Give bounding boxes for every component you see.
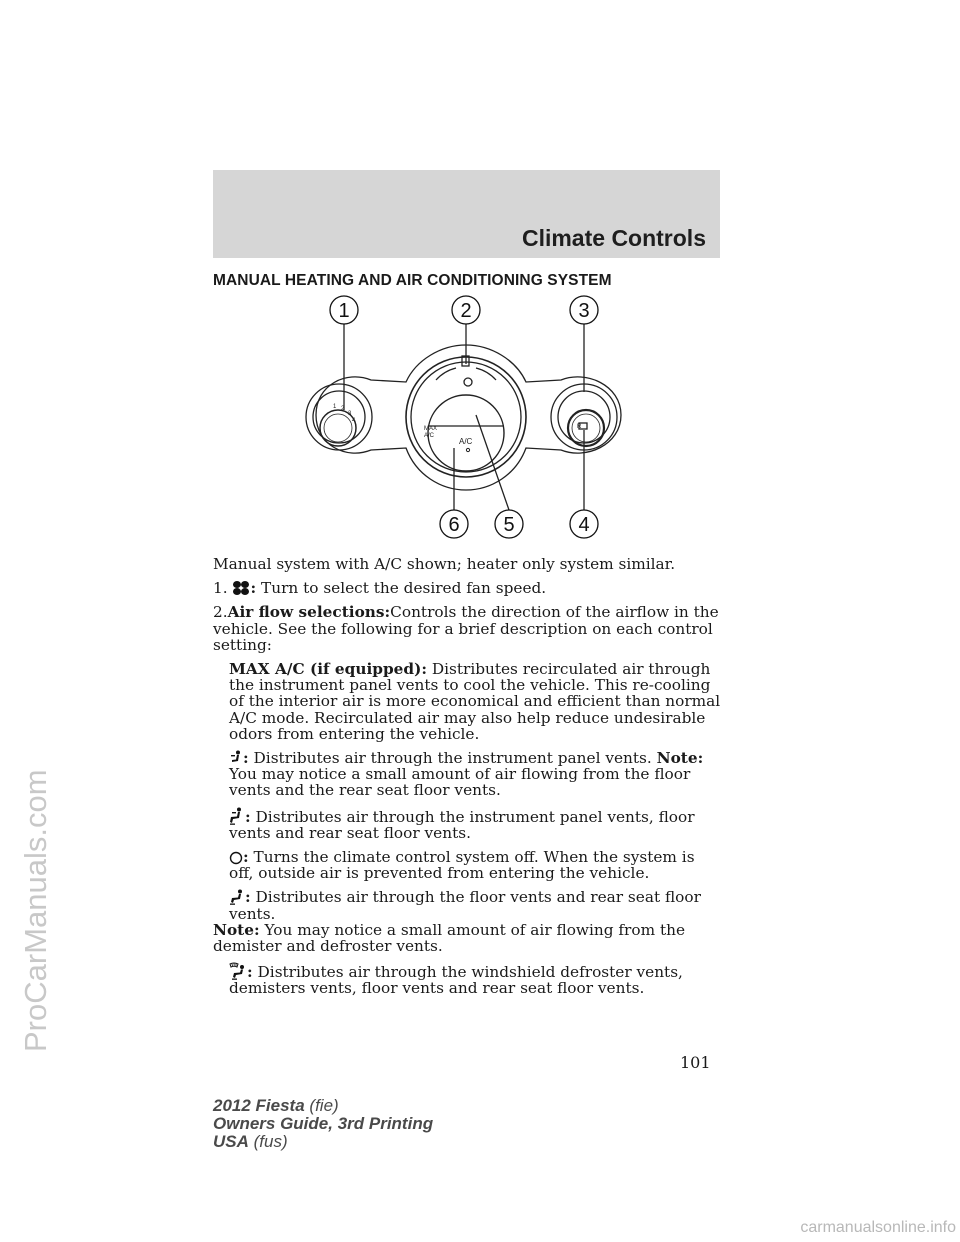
body-text <box>213 556 723 997</box>
side-watermark: ProCarManuals.com <box>18 769 53 1052</box>
floor-description: : Distributes air through the floor vents and rear seat floor vents. <box>229 888 701 923</box>
ac-label: A/C <box>459 437 473 446</box>
panel-floor-icon <box>229 807 245 825</box>
svg-text:4: 4 <box>352 418 356 424</box>
svg-text:A/C: A/C <box>424 433 435 439</box>
callout-3: 3 <box>578 300 590 322</box>
page-number: 101 <box>680 1053 711 1072</box>
item-2: 2.Air flow selections:Controls the direction of the airflow in the vehicle. See the following for a brief description on each control setting: <box>213 603 719 654</box>
callout-5: 5 <box>503 514 515 536</box>
section-title: MANUAL HEATING AND AIR CONDITIONING SYSTEM <box>213 272 612 289</box>
max-ac-description: MAX A/C (if equipped): Distributes recirculated air through the instrument panel vents to cool the vehicle. This re-cooling of the interior air is more economical and efficient than normal A/C mode. Recirculated air may also help reduce undesirable odors from entering the vehicle. <box>229 660 721 743</box>
fan-icon <box>232 580 250 596</box>
svg-text:2: 2 <box>341 406 345 412</box>
panel-description: : Distributes air through the instrument panel vents. Note: You may notice a small amount of air flowing from the floor vents and the rear seat floor vents. <box>229 749 704 800</box>
callout-4: 4 <box>578 514 590 536</box>
panel-floor-description: : Distributes air through the instrument panel vents, floor vents and rear seat floor vents. <box>229 807 695 842</box>
panel-vent-icon <box>229 750 243 766</box>
callout-1: 1 <box>338 300 350 322</box>
svg-text:1: 1 <box>333 404 337 410</box>
item-1: 1. : Turn to select the desired fan speed. <box>213 579 547 598</box>
climate-control-figure <box>296 290 646 545</box>
chapter-title: Climate Controls <box>521 225 706 251</box>
max-ac-label: MAX <box>424 426 438 432</box>
chapter-header <box>213 170 720 258</box>
callout-2: 2 <box>460 300 472 322</box>
airflow-dial <box>406 356 526 477</box>
control-housing <box>316 345 621 490</box>
off-description: : Turns the climate control system off. When the system is off, outside air is prevented from entering the vehicle. <box>229 848 695 883</box>
document-footer: 2012 Fiesta (fie) Owners Guide, 3rd Printing USA (fus) <box>213 1096 434 1151</box>
floor-defrost-description: : Distributes air through the windshield defroster vents, demisters vents, floor vents and rear seat floor vents. <box>229 963 683 998</box>
intro-paragraph: Manual system with A/C shown; heater only system similar. <box>213 555 676 573</box>
off-icon <box>229 851 243 865</box>
svg-text:3: 3 <box>348 411 352 417</box>
callout-6: 6 <box>448 514 460 536</box>
floor-note: Note: You may notice a small amount of air flowing from the demister and defroster vents. <box>213 920 686 956</box>
floor-icon <box>229 889 245 905</box>
floor-defrost-icon <box>229 962 247 980</box>
svg-text:R: R <box>577 424 582 430</box>
bottom-watermark: carmanualsonline.info <box>800 1219 956 1236</box>
